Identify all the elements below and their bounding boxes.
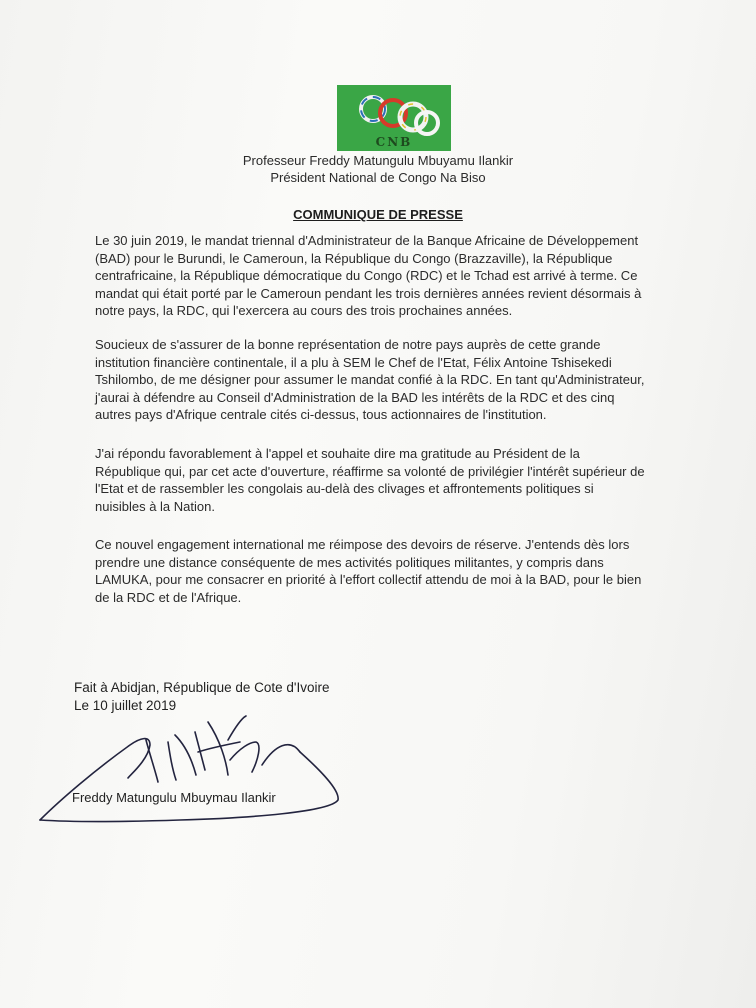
signer-name: Freddy Matungulu Mbuymau Ilankir (72, 790, 276, 805)
paragraph-line: mandat qui était porté par le Cameroun pendant les trois dernières années revient désormais à (95, 285, 642, 301)
paragraph-line: Tshilombo, de me désigner pour assumer le mandat confié à la RDC. En tant qu'Administrateur, (95, 372, 645, 388)
closing-place: Fait à Abidjan, République de Cote d'Ivoire (74, 680, 330, 695)
paragraph-line: Ce nouvel engagement international me réimpose des devoirs de réserve. J'entends dès lors (95, 537, 630, 552)
document-title: COMMUNIQUE DE PRESSE (293, 207, 463, 222)
paragraph-line: institution financière continentale, il a plu à SEM le Chef de l'Etat, Félix Antoine Tshisekedi (95, 354, 612, 370)
paragraph-line: J'ai répondu favorablement à l'appel et souhaite dire ma gratitude au Président de la (95, 446, 580, 461)
paragraph-line: nuisibles à la Nation. (95, 498, 215, 514)
logo-text: CNB (375, 135, 413, 149)
paragraph-line: LAMUKA, pour me consacrer en priorité à l'effort collectif attendu de moi à la BAD, pour le bien (95, 572, 642, 588)
paragraph-line: Soucieux de s'assurer de la bonne représentation de notre pays auprès de cette grande (95, 337, 601, 352)
paragraph-line: (BAD) pour le Burundi, le Cameroun, la République du Congo (Brazzaville), la République (95, 250, 613, 266)
paragraph-line: Le 30 juin 2019, le mandat triennal d'Administrateur de la Banque Africaine de Développement (95, 233, 639, 248)
paragraph-line: j'aurai à défendre au Conseil d'Administration de la BAD les intérêts de la RDC et des cinq (95, 389, 615, 405)
closing-date: Le 10 juillet 2019 (74, 698, 177, 713)
paragraph-line: prendre une distance conséquente de mes activités politiques militantes, y compris dans (95, 554, 604, 570)
paragraph-line: l'Etat et de rassembler les congolais au-delà des clivages et affrontements politiques si (95, 481, 594, 497)
paragraph-line: centrafricaine, la République démocratique du Congo (RDC) et le Tchad est arrivé à terme. Ce (95, 268, 638, 284)
author-name: Professeur Freddy Matungulu Mbuyamu Ilankir (242, 153, 514, 168)
paragraph-line: notre pays, la RDC, qui l'exercera au cours des trois prochaines années. (95, 303, 513, 319)
author-role: Président National de Congo Na Biso (270, 170, 486, 185)
paragraph-line: de la RDC et de l'Afrique. (95, 589, 242, 605)
paragraph-line: autres pays d'Afrique centrale cités ci-dessus, tous actionnaires de l'institution. (95, 407, 547, 423)
paragraph-line: République qui, par cet acte d'ouverture, réaffirme sa volonté de privilégier l'intérêt supérieur de (95, 463, 645, 479)
